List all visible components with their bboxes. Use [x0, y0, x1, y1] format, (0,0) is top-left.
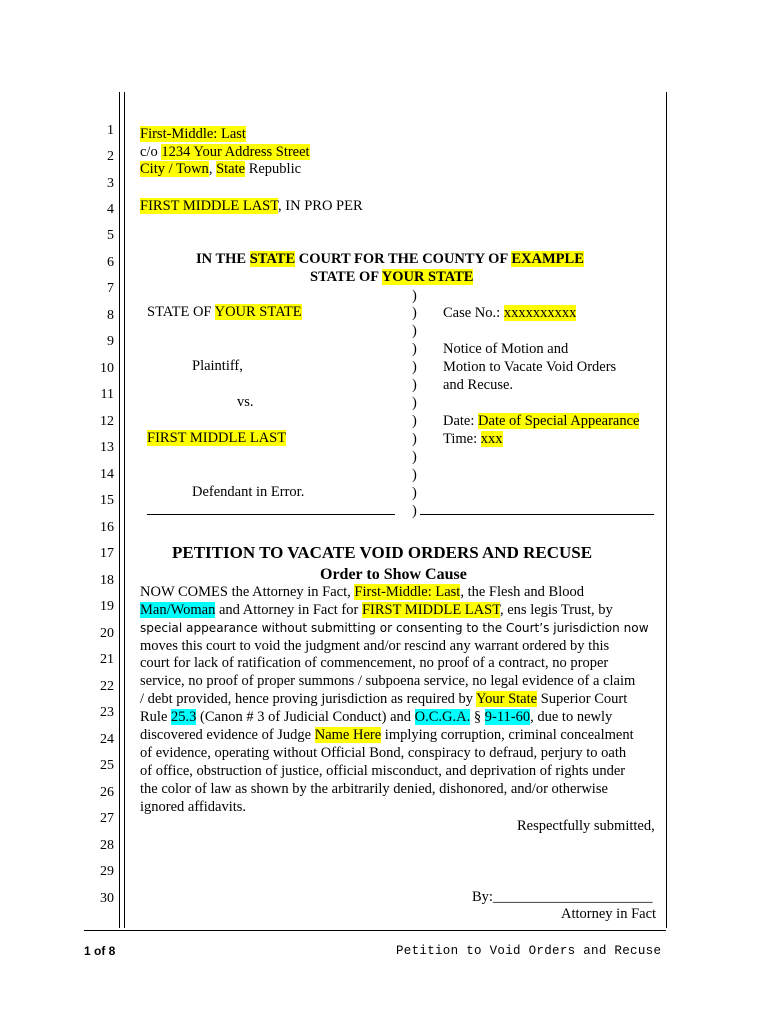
notice-line-1: Notice of Motion and	[443, 341, 569, 357]
ocga: O.C.G.A.	[414, 709, 471, 725]
petition-title: PETITION TO VACATE VOID ORDERS AND RECUSE	[172, 543, 593, 562]
paren: )	[412, 395, 417, 411]
line-number: 30	[100, 891, 114, 906]
statute-section: 9-11-60	[484, 709, 531, 725]
petition-subtitle: Order to Show Cause	[320, 566, 467, 583]
judge-name: Name Here	[314, 727, 382, 743]
paren: )	[412, 323, 417, 339]
body-line: of evidence, operating without Official Bond, conspiracy to defraud, perjury to oath	[140, 745, 627, 761]
time-line: Time: xxx	[443, 431, 503, 447]
line-number: 21	[100, 652, 114, 667]
body-line: Rule 25.3 (Canon # 3 of Judicial Conduct) and O.C.G.A. § 9-11-60, due to newly	[140, 709, 613, 725]
line-number: 25	[100, 758, 114, 773]
margin-line-right	[666, 92, 667, 928]
paren: )	[412, 377, 417, 393]
case-number: xxxxxxxxxx	[503, 305, 577, 321]
line-number: 4	[107, 202, 114, 217]
body-line: / debt provided, hence proving jurisdiction as required by Your State Superior Court	[140, 691, 628, 707]
line-number: 12	[100, 414, 114, 429]
line-number: 18	[100, 573, 114, 588]
line-number: 29	[100, 864, 114, 879]
defendant-label: Defendant in Error.	[192, 484, 305, 500]
trust-name: FIRST MIDDLE LAST	[361, 602, 500, 618]
state: State	[216, 161, 246, 177]
city-line	[140, 161, 301, 178]
hearing-date: Date of Special Appearance	[478, 413, 640, 429]
attorney-label: Attorney in Fact	[561, 906, 657, 922]
date-line: Date: Date of Special Appearance	[443, 413, 640, 429]
line-number: 3	[107, 176, 114, 191]
line-number: 28	[100, 838, 114, 853]
hearing-time: xxx	[480, 431, 503, 447]
line-number: 26	[100, 785, 114, 800]
line-number: 11	[100, 387, 114, 402]
care-of: c/o	[140, 144, 162, 160]
body-line: of office, obstruction of justice, official misconduct, and deprivation of rights under	[140, 763, 626, 779]
your-state: Your State	[476, 691, 538, 707]
line-number: 20	[100, 626, 114, 641]
court-title-line-1: IN THE STATE COURT FOR THE COUNTY OF EXAMPLE	[196, 251, 584, 267]
line-number: 19	[100, 599, 114, 614]
line-number: 27	[100, 811, 114, 826]
defendant-name: FIRST MIDDLE LAST	[147, 430, 287, 446]
page-number: 1 of 8	[84, 944, 116, 958]
footer-rule	[84, 930, 666, 931]
plaintiff-name-line: STATE OF YOUR STATE	[147, 304, 302, 320]
pro-per-name: FIRST MIDDLE LAST	[140, 198, 279, 214]
line-number: 16	[100, 520, 114, 535]
body-line: court for lack of ratification of commencement, no proof of a contract, no proper	[140, 655, 609, 671]
line-number: 22	[100, 679, 114, 694]
respectfully-submitted: Respectfully submitted,	[517, 818, 655, 834]
plaintiff-label: Plaintiff,	[192, 358, 243, 374]
paren: )	[412, 305, 417, 321]
line-number: 15	[100, 493, 114, 508]
margin-line-left-1	[119, 92, 120, 928]
paren: )	[412, 359, 417, 375]
paren: )	[412, 503, 417, 519]
line-number: 23	[100, 705, 114, 720]
body-line: ignored affidavits.	[140, 799, 247, 815]
line-number: 6	[107, 255, 114, 270]
body-line: NOW COMES the Attorney in Fact, First-Middle: Last, the Flesh and Blood	[140, 584, 584, 600]
body-line: Man/Woman and Attorney in Fact for FIRST MIDDLE LAST, ens legis Trust, by	[140, 602, 613, 618]
margin-line-left-2	[124, 92, 125, 928]
line-number: 13	[100, 440, 114, 455]
paren: )	[412, 467, 417, 483]
pro-per-line	[140, 198, 363, 215]
paren: )	[412, 431, 417, 447]
court-state: STATE	[249, 251, 296, 267]
line-number: 7	[107, 281, 114, 296]
footer-title: Petition to Void Orders and Recuse	[396, 944, 662, 958]
party-name: First-Middle: Last	[140, 126, 246, 142]
line-number: 24	[100, 732, 114, 747]
paren: )	[412, 449, 417, 465]
party-name-line	[140, 126, 246, 143]
paren: )	[412, 341, 417, 357]
vs-label: vs.	[237, 394, 254, 410]
line-number: 2	[107, 149, 114, 164]
line-number: 10	[100, 361, 114, 376]
notice-line-2: Motion to Vacate Void Orders	[443, 359, 617, 375]
case-number-line: Case No.: xxxxxxxxxx	[443, 305, 577, 321]
line-number: 17	[100, 546, 114, 561]
body-line: the color of law as shown by the arbitrarily denied, dishonored, and/or otherwise	[140, 781, 608, 797]
plaintiff-state: YOUR STATE	[214, 304, 302, 320]
body-line: special appearance without submitting or consenting to the Court’s jurisdiction now	[140, 621, 649, 635]
defendant-name-line	[147, 430, 286, 447]
street-address: 1234 Your Address Street	[161, 144, 310, 160]
pro-per-suffix: , IN PRO PER	[278, 198, 363, 214]
body-line: moves this court to void the judgment and/or rescind any warrant ordered by this	[140, 638, 610, 654]
attorney-name: First-Middle: Last	[354, 584, 461, 600]
caption-underline-right	[420, 514, 654, 515]
court-county: EXAMPLE	[511, 251, 584, 267]
line-number: 5	[107, 228, 114, 243]
republic: Republic	[245, 161, 302, 177]
comma: ,	[208, 161, 217, 177]
line-number: 8	[107, 308, 114, 323]
court-state-name: YOUR STATE	[381, 269, 474, 285]
paren: )	[412, 485, 417, 501]
paren: )	[412, 288, 417, 304]
line-number: 1	[107, 123, 114, 138]
signature-line: By:______________________	[472, 889, 653, 905]
caption-underline-left	[147, 514, 395, 515]
city: City / Town	[140, 161, 209, 177]
line-number: 14	[100, 467, 114, 482]
address-line	[140, 144, 310, 161]
rule-number: 25.3	[171, 709, 197, 725]
body-line: discovered evidence of Judge Name Here implying corruption, criminal concealment	[140, 727, 634, 743]
line-number: 9	[107, 334, 114, 349]
notice-line-3: and Recuse.	[443, 377, 514, 393]
court-title-line-2: STATE OF YOUR STATE	[310, 269, 474, 285]
man-woman: Man/Woman	[140, 602, 216, 618]
paren: )	[412, 413, 417, 429]
body-line: service, no proof of proper summons / subpoena service, no legal evidence of a claim	[140, 673, 636, 689]
